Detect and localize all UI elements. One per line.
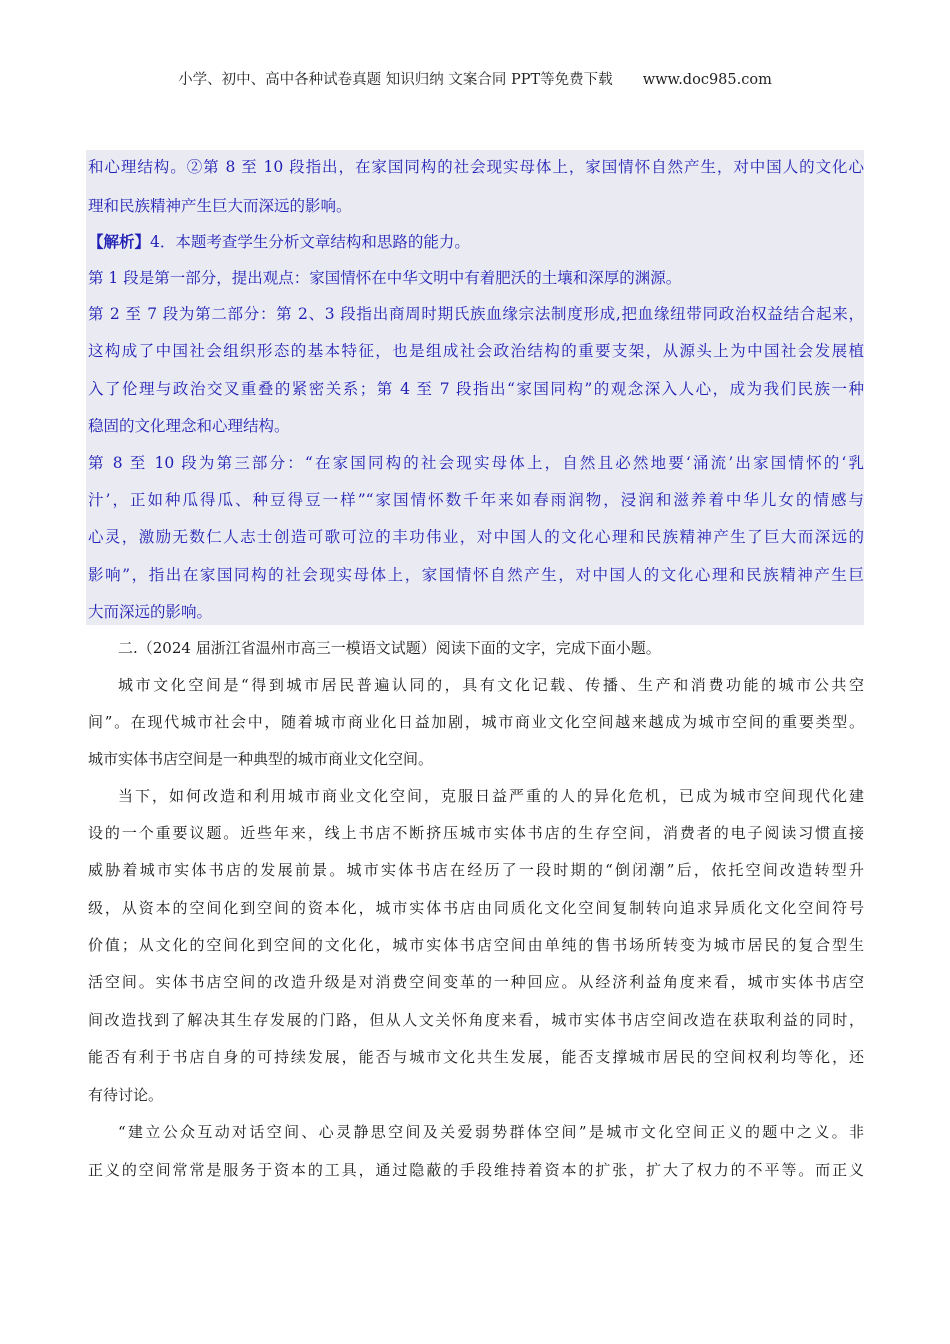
header-site: www.doc985.com [642, 72, 772, 88]
answer-line: 入了伦理与政治交叉重叠的紧密关系；第 4 至 7 段指出“家国同构”的观念深入人心，成为我们民族一种 [88, 380, 864, 398]
passage-line: 城市实体书店空间是一种典型的城市商业文化空间。 [88, 750, 434, 768]
answer-line: 这构成了中国社会组织形态的基本特征，也是组成社会政治结构的重要支架，从源头上为中国社会发展植 [88, 342, 864, 360]
answer-line: 影响”，指出在家国同构的社会现实母体上，家国情怀自然产生，对中国人的文化心理和民族精神产生巨 [88, 566, 864, 584]
passage-line: 当下，如何改造和利用城市商业文化空间，克服日益严重的人的异化危机，已成为城市空间现代化建 [118, 787, 864, 805]
answer-line: 大而深远的影响。 [88, 603, 213, 621]
answer-line: 第 8 至 10 段为第三部分：“在家国同构的社会现实母体上，自然且必然地要‘涌流’出家国情怀的‘乳 [88, 454, 864, 472]
answer-line: 心灵，激励无数仁人志士创造可歌可泣的丰功伟业，对中国人的文化心理和民族精神产生了巨大而深远的 [88, 528, 864, 546]
answer-line: 理和民族精神产生巨大而深远的影响。 [88, 197, 352, 215]
answer-line: 第 2 至 7 段为第二部分：第 2、3 段指出商周时期氏族血缘宗法制度形成,把血缘纽带同政治权益结合起来， [88, 305, 864, 323]
passage-line: 价值；从文化的空间化到空间的文化化，城市实体书店空间由单纯的售书场所转变为城市居民的复合型生 [88, 936, 864, 954]
page-header [0, 68, 950, 89]
passage-line: 级，从资本的空间化到空间的资本化，城市实体书店由同质化文化空间复制转向追求异质化文化空间符号 [88, 899, 864, 917]
passage-line: 有待讨论。 [88, 1086, 164, 1104]
answer-line: 稳固的文化理念和心理结构。 [88, 417, 290, 435]
passage-line: “建立公众互动对话空间、心灵静思空间及关爱弱势群体空间”是城市文化空间正义的题中之义。非 [118, 1123, 864, 1141]
analysis-heading: 【解析】4．本题考查学生分析文章结构和思路的能力。 [88, 232, 470, 251]
passage-line: 间”。在现代城市社会中，随着城市商业化日益加剧，城市商业文化空间越来越成为城市空间的重要类型。 [88, 713, 864, 731]
answer-line: 第 1 段是第一部分，提出观点：家国情怀在中华文明中有着肥沃的土壤和深厚的渊源。 [88, 269, 682, 287]
passage-line: 间改造找到了解决其生存发展的门路，但从人文关怀角度来看，城市实体书店空间改造在获取利益的同时， [88, 1011, 864, 1029]
passage-line: 正义的空间常常是服务于资本的工具，通过隐蔽的手段维持着资本的扩张，扩大了权力的不平等。而正义 [88, 1161, 864, 1179]
header-text: 小学、初中、高中各种试卷真题 知识归纳 文案合同 PPT等免费下载 [178, 72, 613, 88]
passage-line: 设的一个重要议题。近些年来，线上书店不断挤压城市实体书店的生存空间，消费者的电子阅读习惯直接 [88, 824, 864, 842]
question-heading: 二.（2024 届浙江省温州市高三一模语文试题）阅读下面的文字，完成下面小题。 [118, 639, 661, 657]
passage-line: 能否有利于书店自身的可持续发展，能否与城市文化共生发展，能否支撑城市居民的空间权利均等化，还 [88, 1048, 864, 1066]
answer-line: 汁’，正如种瓜得瓜、种豆得豆一样”“家国情怀数千年来如春雨润物，浸润和滋养着中华儿女的情感与 [88, 491, 864, 509]
answer-line: 和心理结构。②第 8 至 10 段指出，在家国同构的社会现实母体上，家国情怀自然产生，对中国人的文化心 [88, 158, 864, 176]
passage-line: 活空间。实体书店空间的改造升级是对消费空间变革的一种回应。从经济利益角度来看，城市实体书店空 [88, 973, 864, 991]
analysis-label: 【解析】 [88, 232, 151, 251]
passage-line: 威胁着城市实体书店的发展前景。城市实体书店在经历了一段时期的“倒闭潮”后，依托空间改造转型升 [88, 861, 864, 879]
passage-line: 城市文化空间是“得到城市居民普遍认同的，具有文化记载、传播、生产和消费功能的城市公共空 [118, 676, 864, 694]
